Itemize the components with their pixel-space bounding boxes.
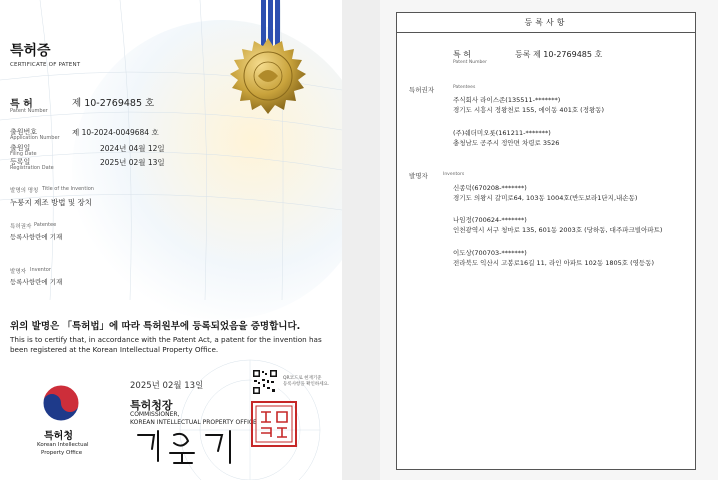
statement-english: This is to certify that, in accordance with the Patent Act, a patent for the invention has been registered at the Korean Intellectual Property Office.: [10, 335, 322, 354]
filing-date-label-en: Filing Date: [10, 151, 37, 157]
kipo-logo-icon: [40, 382, 82, 424]
qr-note-2: 등록사항을 확인하세요.: [283, 382, 330, 387]
office-name-korean: 특허청: [44, 431, 73, 442]
inventor-1-name: 신종덕(670208-*******): [453, 184, 527, 192]
gold-seal-icon: [228, 36, 308, 116]
invention-title: 누룽지 제조 방법 및 장치: [10, 198, 92, 207]
office-name-english-1: Korean Intellectual: [37, 442, 89, 448]
patent-certificate-page: [0, 0, 342, 480]
invention-title-label: 발명의 명칭: [10, 188, 39, 194]
app-number-label: 출원번호: [10, 128, 38, 136]
patentee-2-address: 충청남도 공주시 정안면 차령로 3526: [453, 139, 560, 147]
reg-date-label-en: Registration Date: [10, 165, 54, 171]
patentee-label-en: Patentee: [34, 222, 57, 228]
patentees-label: 특허권자: [409, 86, 435, 94]
patent-label-en: Patent Number: [10, 108, 48, 114]
reg-date: 2025년 02월 13일: [100, 158, 165, 167]
patent-number: 제 10-2769485 호: [72, 98, 155, 109]
inventors-label-en: Inventors: [443, 172, 465, 177]
signature: [130, 427, 250, 467]
filing-date-label: 출원일: [10, 144, 31, 152]
inventor-label: 발명자: [10, 269, 26, 275]
patentees-label-en: Patentees: [453, 85, 476, 90]
inventor-1-address: 경기도 의왕시 갈미로64, 103동 1004호(반도보라1단지,내손동): [453, 194, 638, 202]
office-name-english-2: Property Office: [41, 450, 83, 456]
patentee-1-name: 주식회사 라이스존(135511-*******): [453, 96, 561, 104]
invention-title-label-en: Title of the Invention: [42, 186, 94, 192]
reg-patent-label-en: Patent Number: [453, 60, 487, 65]
reg-patent-label: 특 허: [453, 50, 471, 59]
qr-note-1: QR코드로 현재기준: [283, 376, 322, 381]
patentee-1-address: 경기도 시흥시 정왕천로 155, 에이동 401호 (정왕동): [453, 106, 605, 114]
inventor-2-address: 인천광역시 서구 청마로 135, 601동 2003호 (당하동, 대주파크빌아파트): [453, 226, 663, 234]
statement-korean: 위의 발명은 「특허법」에 따라 특허원부에 등록되었음을 증명합니다.: [10, 321, 301, 332]
registration-table: [396, 12, 696, 470]
app-number: 제 10-2024-0049684 호: [72, 128, 159, 137]
qr-code-icon[interactable]: [252, 369, 278, 395]
certificate-title: 특허증: [10, 43, 51, 59]
inventor-3-name: 이도상(700703-*******): [453, 249, 527, 257]
patent-label: 특 허: [10, 99, 33, 110]
commissioner-english-1: COMMISSIONER,: [130, 411, 180, 418]
certificate-subtitle: CERTIFICATE OF PATENT: [10, 62, 81, 68]
inventor-2-name: 나임정(700624-*******): [453, 216, 527, 224]
app-number-label-en: Application Number: [10, 135, 60, 141]
patentee-label: 특허권자: [10, 224, 32, 230]
inventor-value: 등록사항란에 기재: [10, 278, 63, 286]
official-stamp-icon: [250, 400, 298, 448]
inventor-3-address: 전라북도 익산시 고봉로16길 11, 라인 아파트 102동 1805호 (영등동): [453, 259, 655, 267]
issue-date: 2025년 02월 13일: [130, 381, 204, 391]
commissioner-english-2: KOREAN INTELLECTUAL PROPERTY OFFICE: [130, 419, 257, 426]
reg-patent-number: 등록 제 10-2769485 호: [515, 50, 603, 59]
commissioner-korean: 특허청장: [130, 399, 173, 412]
patentee-value: 등록사항란에 기재: [10, 233, 63, 241]
inventor-label-en: Inventor: [30, 267, 51, 273]
reg-date-label: 등록일: [10, 158, 31, 166]
patentee-2-name: (주)쉐더미오롯(161211-*******): [453, 129, 551, 137]
inventors-label: 발명자: [409, 172, 428, 180]
registration-header: 등록사항: [397, 13, 695, 33]
filing-date: 2024년 04월 12일: [100, 144, 165, 153]
registration-details-page: [380, 0, 718, 480]
